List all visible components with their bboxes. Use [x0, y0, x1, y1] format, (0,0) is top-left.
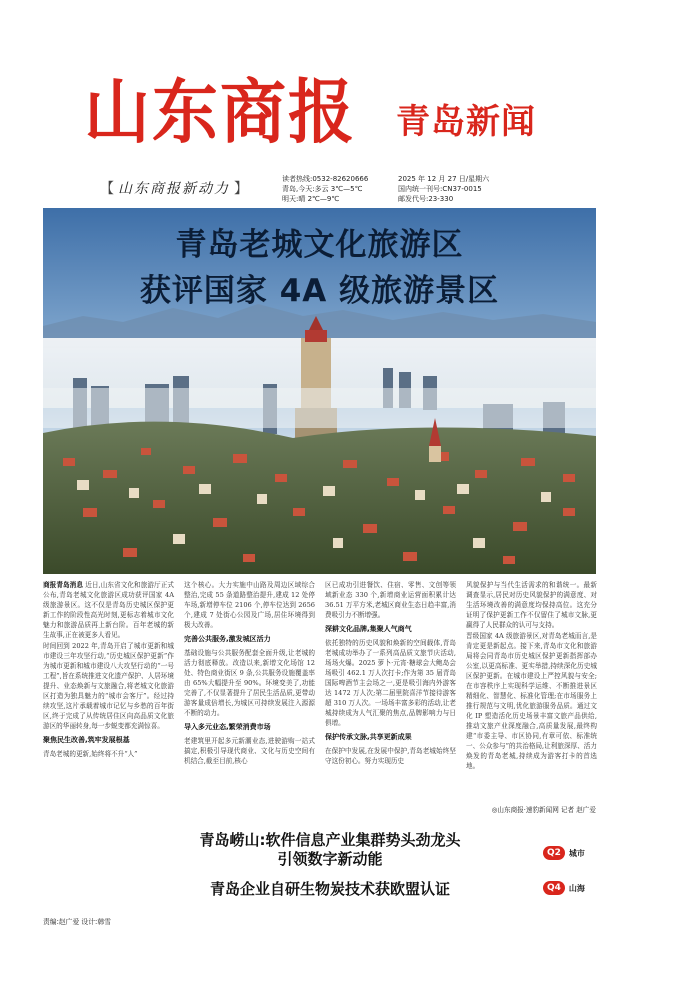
lead-paragraph — [43, 580, 174, 640]
paragraph: 这个核心。大力实施中山路及周边区域综合整治,完成 55 条道路整治提升,建成 12 处停车场,新增停车位 2106 个,停车位达到 2656 个,建成 7 处街心公园及广场,居住环境得到极大改善。 — [184, 581, 315, 629]
newspaper-title: 山东商报 — [84, 72, 356, 153]
masthead-info-right — [398, 174, 489, 204]
reader-hotline: 读者热线:0532-82620666 — [282, 175, 369, 183]
slogan-bracket-left: 【 — [100, 181, 114, 197]
teaser-1-line-1: 青岛崂山:软件信息产业集群势头劲龙头 — [199, 831, 461, 849]
article-column-3 — [325, 580, 456, 767]
page-number-badge: Q2 — [543, 846, 565, 860]
paragraph: 区已成功引进餐饮、住宿、零售、文创等领域新业态 330 个,新增商业运营面积累计达 36.51 万平方米,老城区商业生态日趋丰富,消费吸引力不断增强。 — [325, 581, 456, 619]
slogan-bracket-right: 】 — [234, 181, 248, 197]
paragraph: 在保护中发展,在发展中保护,青岛老城始终坚守这份初心。努力实现历史 — [325, 747, 456, 765]
edition-name: 青岛新闻 — [396, 102, 536, 142]
paragraph: 青岛老城的更新,始终将不升“人” — [43, 750, 138, 758]
article-column-2 — [184, 580, 315, 767]
page-ref-city[interactable] — [543, 846, 585, 860]
paragraph: 基础设施与公共服务配套全面升级,让老城的活力彻底释放。改造以来,新增文化场馆 12 处、特色商业街区 9 条,公共服务设施覆盖率由 65%大幅提升至 90%。环境变美了,功能完善了,不仅显著提升了居民生活品质,更带动游客量成倍增长,为城区可持续发展注入源源不断的动力。 — [184, 649, 315, 717]
subheading: 保护传承文脉,共享更新成果 — [325, 733, 412, 741]
slogan-text: 山东商报新动力 — [118, 181, 230, 197]
weather-tomorrow: 明天:晴 2℃—9℃ — [282, 195, 340, 203]
dateline: 商报青岛消息 — [43, 581, 84, 589]
headline-line-2: 获评国家 4A 级旅游景区 — [139, 273, 500, 309]
page-section-label: 山海 — [568, 883, 585, 893]
editor-credits: 责编:赵广爱 设计:韩雪 — [43, 918, 111, 926]
headline-line-1: 青岛老城文化旅游区 — [175, 227, 464, 263]
subheading: 导入多元业态,繁荣消费市场 — [184, 723, 271, 731]
article-body — [43, 580, 596, 812]
page-section-label: 城市 — [568, 848, 585, 858]
paragraph: 依托独特的历史风貌和焕新的空间载体,青岛老城成功举办了一系列高品质文旅节庆活动,场场火爆。2025 萝卜·元宵·糖球会大鲍岛会场吸引 462.1 万人次打卡;作为第 35 届青岛国际啤酒节主会场之一,更是吸引海内外游客达 1472 万人次;第二届里院喜洋节接待游客超 310 万人次。一场场丰富多彩的活动,让老城持续成为人气汇聚的焦点,品牌影响力与日俱增。 — [325, 639, 456, 727]
subheading: 深耕文化品牌,集聚人气商气 — [325, 625, 412, 633]
page-number-badge: Q4 — [543, 881, 565, 895]
issue-date: 2025 年 12 月 27 日/星期六 — [398, 175, 490, 183]
teaser-1-line-2: 引领数字新动能 — [277, 849, 383, 868]
paragraph: 晋级国家 4A 级旅游景区,对青岛老城而言,是肯定更是新起点。接下来,青岛市文化和旅游局将会同青岛市历史城区保护更新指挥部办公室,以更高标准、更实举措,持续深化历史城区保护更新。在城市建设上严控风貌与安全;在市容秩序上实现科学运维、不断推进景区精细化、智慧化、标准化管理;在市场服务上推行规范与文明,优化旅游服务品质。通过文化 IP 塑造活化历史场景丰富文旅产品供给,推动文旅产业深度融合,高质量发展,最终构建“市委主导、市区协同,有章可依、标准统一、公众参与”的共治格局,让利旅深厚、活力焕发的青岛老城,持续成为游客打卡的首选地。 — [466, 632, 597, 770]
byline: ◎山东商报·速豹新闻网 记者 赵广爱 — [491, 806, 596, 814]
teaser-headline-1[interactable] — [140, 831, 520, 869]
article-column-1 — [43, 580, 174, 760]
masthead-info-left — [282, 174, 368, 204]
paragraph: 老建筑里开起多元新潮业态,进驶游购一站式搞定,积极引导现代商业、文化与历史空间有机结合,截至目前,核心 — [184, 737, 315, 765]
teaser-headline-2[interactable]: 青岛企业自研生物炭技术获欧盟认证 — [209, 880, 450, 898]
cn-number: 国内统一刊号:CN37-0015 — [398, 185, 482, 193]
page-ref-shanhai[interactable] — [543, 881, 585, 895]
article-column-4 — [466, 580, 597, 772]
subheading: 完善公共服务,激发城区活力 — [184, 635, 271, 643]
slogan — [100, 178, 248, 198]
paragraph: 风貌保护与当代生活需求的和谐统一。最新调查显示,居民对历史风貌保护的满意度、对生活环境改善的满意度均保持高位。这充分证明了保护更新工作不仅留住了城市文脉,更赢得了人民群众的认可与支持。 — [466, 581, 597, 629]
weather-today: 青岛,今天:多云 3℃—5℃ — [282, 185, 363, 193]
lead-text: 近日,山东省文化和旅游厅正式公布,青岛老城文化旅游区成功获评国家 4A 级旅游景区。这不仅是青岛历史城区保护更新工作的阶段性高光时刻,更标志着城市文化魅力和旅游品质再上新台阶。百年老城的新生故事,正在被更多人看见。 — [43, 581, 174, 639]
subheading: 聚焦民生改善,筑牢发展根基 — [43, 736, 130, 744]
postal-code: 邮发代号:23-330 — [398, 195, 454, 203]
paragraph: 时间回到 2022 年,青岛开启了城市更新和城市建设三年攻坚行动,“历史城区保护更新”作为城市更新和城市建设八大攻坚行动的“一号工程”,旨在系统推进文化遗产保护、人居环境提升、业态焕新与文旅融合,将老城文化旅游区打造为独具魅力的“城市会客厅”。经过持续攻坚,这片承载着城市记忆与乡愁的百年街区,终于完成了从传统居住区向高品质文化旅游区的华丽转身,每一步蜕变都充满惊喜。 — [43, 642, 174, 730]
